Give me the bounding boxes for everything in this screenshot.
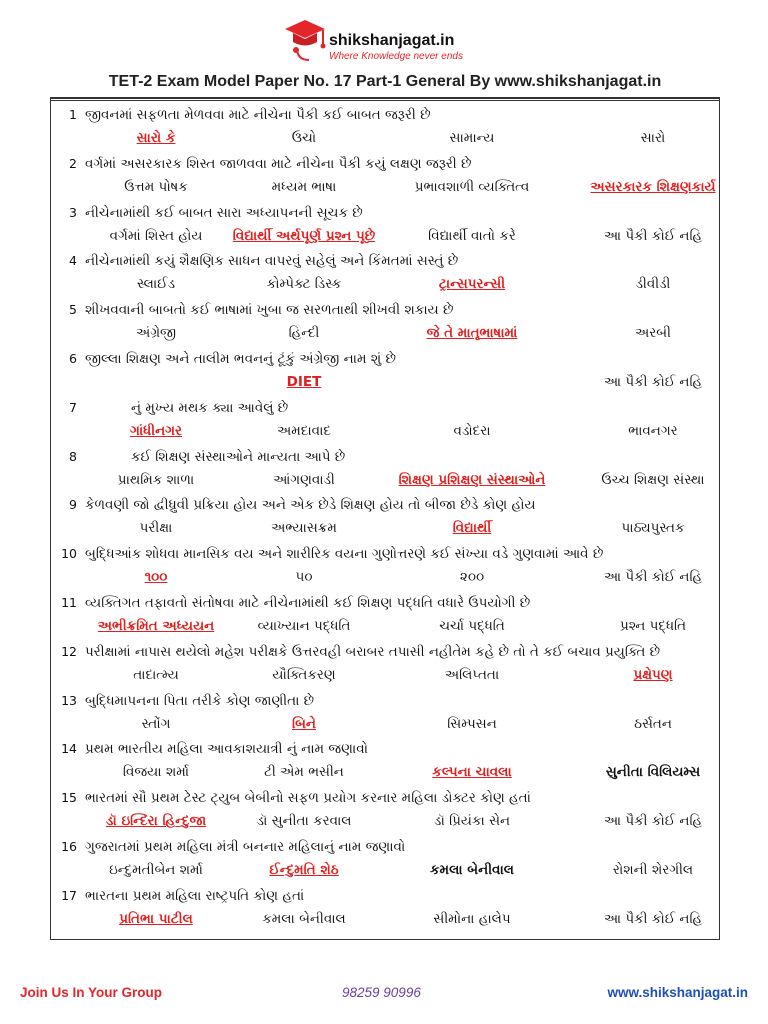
option: આ પૈકી કોઈ નહિ xyxy=(603,374,703,390)
question-number: 6 xyxy=(69,351,77,366)
option: અંગ્રેજી xyxy=(135,325,177,342)
option: ટી એમ ભસીન xyxy=(264,764,344,781)
option: ડીવીડી xyxy=(635,276,671,293)
footer-site-link[interactable]: www.shikshanjagat.in xyxy=(607,985,748,1000)
option: વ્યાખ્યાન પદ્ધતિ xyxy=(257,618,351,634)
question-row xyxy=(51,641,721,663)
question-row xyxy=(51,104,721,126)
option: વડોદરા xyxy=(453,422,491,439)
answer-option: સારો કે xyxy=(136,130,176,146)
question-text: જીવનમાં સફળતા મેળવવા માટે નીચેના પૈકી કઈ બાબત જરૂરી છે xyxy=(85,107,431,123)
question-number: 1 xyxy=(69,107,77,122)
question-row xyxy=(51,494,721,516)
question-item xyxy=(51,641,721,687)
question-number: 16 xyxy=(61,839,77,854)
question-item xyxy=(51,690,721,736)
question-number: 15 xyxy=(61,790,77,806)
option: આ પૈકી કોઈ નહિ xyxy=(603,227,703,244)
options-row xyxy=(51,614,721,638)
footer-phone: 98259 90996 xyxy=(342,985,421,1000)
question-text: જીલ્લા શિક્ષણ અને તાલીમ ભવનનું ટૂંકું અંગ્રેજી નામ શું છે xyxy=(85,351,396,367)
question-number: 7 xyxy=(69,399,77,415)
question-number: 8 xyxy=(69,448,77,464)
question-text: નીચેનામાંથી કયું શૈક્ષણિક સાધન વાપરવું સહેલું અને કિંમતમાં સસ્તું છે xyxy=(85,253,459,270)
question-number: 10 xyxy=(61,546,77,562)
option: અભ્યાસક્રમ xyxy=(271,520,337,537)
question-row xyxy=(51,836,721,858)
options-row xyxy=(51,126,721,150)
question-text: બુદ્ધિમાપનના પિતા તરીકે કોણ જાણીતા છે xyxy=(85,692,315,709)
options-row xyxy=(51,663,721,687)
option: કમલા બેનીવાલ xyxy=(430,862,514,878)
option: ડૉ સુનીતા કરવાલ xyxy=(256,813,352,830)
question-text: વ્યક્તિગત તફાવતો સંતોષવા માટે નીચેનામાંથી કઈ શિક્ષણ પદ્ધતિ વધારે ઉપયોગી છે xyxy=(85,595,531,611)
question-item xyxy=(51,885,721,931)
question-item xyxy=(51,348,721,394)
question-number: 14 xyxy=(61,741,77,757)
option: સુનીતા વિલિયમ્સ xyxy=(605,764,701,781)
question-row xyxy=(51,397,721,419)
question-item xyxy=(51,202,721,248)
question-text: પ્રથમ ભારતીય મહિલા આવકાશયાત્રી નું નામ જણાવો xyxy=(85,741,368,758)
option: સ્તોંગ xyxy=(141,715,171,732)
answer-option: અભીક્રમિત અધ્યયન xyxy=(97,618,215,634)
question-item xyxy=(51,494,721,540)
answer-option: ડૉ ઇન્દિરા હિન્દુજા xyxy=(105,813,207,830)
option: રોશની શેરગીલ xyxy=(612,862,694,878)
option: ઉચ્ચ શિક્ષણ સંસ્થા xyxy=(601,471,705,488)
options-row xyxy=(51,858,721,882)
question-number: 17 xyxy=(61,887,77,903)
answer-option: ગાંધીનગર xyxy=(129,422,183,439)
question-number: 11 xyxy=(61,595,77,610)
option: કોમ્પેક્ટ ડિસ્ક xyxy=(266,276,342,293)
answer-option: બિને xyxy=(292,715,316,732)
question-text: ભારતના પ્રથમ મહિલા રાષ્ટ્રપતિ કોણ હતાં xyxy=(85,887,305,904)
question-row xyxy=(51,299,721,321)
question-number: 9 xyxy=(69,497,77,513)
answer-option: વિદ્યાર્થી અર્થપૂર્ણ પ્રશ્ન પૂછે xyxy=(232,227,376,244)
option: તાદાત્મ્ય xyxy=(133,666,179,683)
option: આ પૈકી કોઈ નહિ xyxy=(603,569,703,586)
options-row xyxy=(51,224,721,248)
option: કમલા બેનીવાલ xyxy=(262,910,346,927)
question-item xyxy=(51,446,721,492)
option: ડૉ પ્રિયંકા સેન xyxy=(433,813,511,830)
question-item xyxy=(51,836,721,882)
option: અલિપ્તતા xyxy=(444,666,500,683)
option: અરબી xyxy=(635,325,671,342)
question-item xyxy=(51,543,721,589)
option: હિન્દી xyxy=(288,325,320,342)
options-row xyxy=(51,175,721,199)
option: આ પૈકી કોઈ નહિ xyxy=(603,813,703,830)
options-row xyxy=(51,712,721,736)
answer-option: વિદ્યાર્થી xyxy=(452,520,492,537)
logo-tagline: Where Knowledge never ends xyxy=(329,51,463,62)
options-row xyxy=(51,468,721,492)
question-text: ગુજરાતમાં પ્રથમ મહિલા મંત્રી બનનાર મહિલાનું નામ જણાવો xyxy=(85,839,406,855)
options-row xyxy=(51,809,721,833)
option: પ્રાથમિક શાળા xyxy=(117,471,195,488)
question-row xyxy=(51,250,721,272)
option: ઠર્સતન xyxy=(634,715,672,732)
option: ૫૦ xyxy=(295,569,313,586)
footer-join-text: Join Us In Your Group xyxy=(20,985,163,1000)
question-row xyxy=(51,690,721,712)
option: વર્ગમાં શિસ્ત હોય xyxy=(109,227,203,244)
question-item xyxy=(51,299,721,345)
answer-option: શિક્ષણ પ્રશિક્ષણ સંસ્થાઓને xyxy=(398,471,546,488)
answer-option: ૧૦૦ xyxy=(144,569,168,586)
question-item xyxy=(51,153,721,199)
option: પરીક્ષા xyxy=(139,520,173,537)
question-text: ભારતમાં સૌ પ્રથમ ટેસ્ટ ટ્યુબ બેબીનો સફળ પ્રયોગ કરનાર મહિલા ડોક્ટર કોણ હતાં xyxy=(85,790,531,807)
question-text: પરીક્ષામાં નાપાસ થયેલો મહેશ પરીક્ષકે ઉત્તરવહી બરાબર તપાસી નહીતેમ કહે છે તો તે કઈ બચાવ પ્રયુક્તિ છે xyxy=(85,643,661,660)
options-row xyxy=(51,370,721,394)
question-row xyxy=(51,202,721,224)
option: વિદ્યાર્થી વાતો કરે xyxy=(428,227,516,244)
answer-option: કલ્પના ચાવલા xyxy=(432,764,512,781)
question-row xyxy=(51,543,721,565)
question-number: 3 xyxy=(69,204,77,220)
question-row xyxy=(51,153,721,175)
question-item xyxy=(51,104,721,150)
option: સારો xyxy=(640,130,666,146)
question-text: બુદ્ધિઆંક શોધવા માનસિક વય અને શારીરિક વયના ગુણોત્તરણે કઈ સંખ્યા વડે ગુણવામાં આવે છે xyxy=(85,546,604,563)
option: ઉચો xyxy=(291,130,317,146)
question-text: શીખવવાની બાબતો કઈ ભાષામાં ખુબા જ સરળતાથી શીખવી શકાય છે xyxy=(85,302,454,319)
graduation-cap-icon xyxy=(283,18,327,64)
question-text: નું મુખ્ય મથક ક્યા આવેલું છે xyxy=(131,399,289,416)
option: સ્લાઈડ xyxy=(136,276,176,293)
option: આ પૈકી કોઈ નહિ xyxy=(603,910,703,927)
question-item xyxy=(51,787,721,833)
question-row xyxy=(51,738,721,760)
question-text: વર્ગમાં અસરકારક શિસ્ત જાળવવા માટે નીચેના પૈકી કયું લક્ષણ જરૂરી છે xyxy=(85,155,472,172)
question-sheet xyxy=(50,97,720,940)
option: પાઠ્યપુસ્તક xyxy=(621,520,685,537)
question-number: 13 xyxy=(61,692,77,708)
options-row xyxy=(51,760,721,784)
options-row xyxy=(51,516,721,540)
options-row xyxy=(51,272,721,296)
option: મધ્યમ ભાષા xyxy=(271,178,337,195)
options-row xyxy=(51,419,721,443)
option: પ્રશ્ન પદ્ધતિ xyxy=(619,618,687,634)
option: ચર્ચા પદ્ધતિ xyxy=(439,618,505,634)
option: ઇન્દુમતીબેન શર્મા xyxy=(109,862,203,878)
site-logo xyxy=(283,18,513,68)
question-item xyxy=(51,738,721,784)
question-row xyxy=(51,885,721,907)
question-row xyxy=(51,592,721,614)
question-text: કેળવણી જો દ્વીધ્રુવી પ્રક્રિયા હોય અને એક છેડે શિક્ષણ હોય તો બીજા છેડે કોણ હોય xyxy=(85,497,536,514)
option: સીમોના હાલેપ xyxy=(433,910,511,927)
question-item xyxy=(51,592,721,638)
options-row xyxy=(51,565,721,589)
option: યૌક્તિકરણ xyxy=(272,666,336,683)
answer-option: ટ્રાન્સપરન્સી xyxy=(438,276,506,293)
option: સિમ્પસન xyxy=(447,715,497,732)
logo-name: shikshanjagat.in xyxy=(329,32,455,49)
option: વિજયા શર્મા xyxy=(122,764,190,781)
options-row xyxy=(51,907,721,931)
question-number: 2 xyxy=(69,155,77,171)
question-item xyxy=(51,397,721,443)
answer-option: પ્રતિભા પાટીલ xyxy=(119,910,193,927)
question-text: નીચેનામાંથી કઈ બાબત સારા અધ્યાપનની સૂચક છે xyxy=(85,204,363,221)
options-row xyxy=(51,321,721,345)
question-number: 12 xyxy=(61,643,77,659)
question-number: 4 xyxy=(69,253,77,269)
option: ૨૦૦ xyxy=(459,569,485,586)
question-row xyxy=(51,446,721,468)
option: સામાન્ય xyxy=(449,130,495,146)
option: આંગણવાડી xyxy=(273,471,335,488)
answer-option: પ્રક્ષેપણ xyxy=(633,666,673,683)
option: અમદાવાદ xyxy=(277,422,331,439)
answer-option: અસરકારક શિક્ષણકાર્ય xyxy=(590,178,716,195)
option: ભાવનગર xyxy=(628,422,678,439)
answer-option: ઈન્દુમતિ શેઠ xyxy=(269,862,339,878)
option: ઉત્તમ પોષક xyxy=(124,178,188,195)
page-title: TET-2 Exam Model Paper No. 17 Part-1 General By www.shikshanjagat.in xyxy=(108,73,662,90)
answer-option: જે તે માતૃભાષામાં xyxy=(426,325,518,342)
question-item xyxy=(51,250,721,296)
option: પ્રભાવશાળી વ્યક્તિત્વ xyxy=(414,178,530,195)
question-text: કઈ શિક્ષણ સંસ્થાઓને માન્યતા આપે છે xyxy=(131,448,346,465)
question-number: 5 xyxy=(69,302,77,318)
answer-option: DIET xyxy=(286,374,322,390)
question-row xyxy=(51,787,721,809)
question-row xyxy=(51,348,721,370)
